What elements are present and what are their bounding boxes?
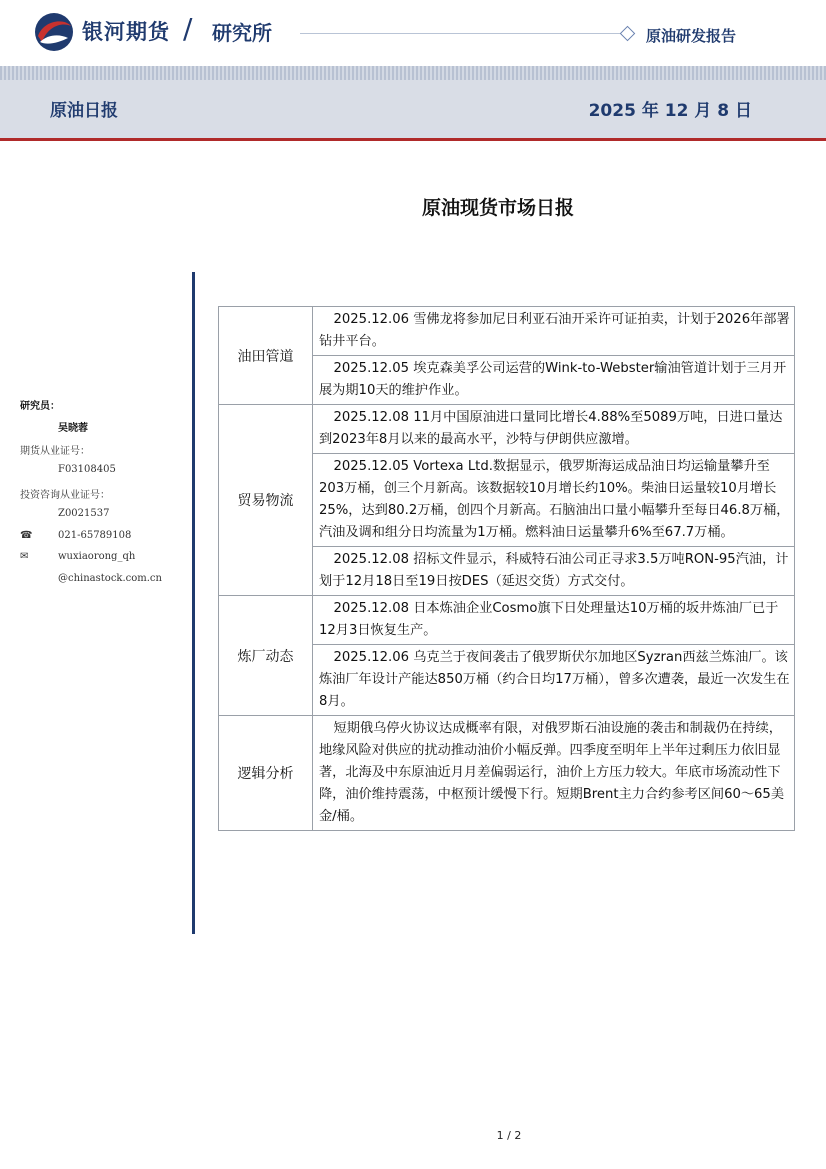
category-cell: 逻辑分析: [219, 716, 313, 831]
brand-separator: /: [183, 12, 193, 45]
news-item: 2025.12.08 11月中国原油进口量同比增长4.88%至5089万吨，日进口量达到2023年8月以来的最高水平，沙特与伊朗供应激增。: [313, 405, 795, 454]
email-line-2: @chinastock.com.cn: [58, 573, 162, 584]
report-type: 原油研发报告: [646, 27, 737, 45]
advisory-cert-label: 投资咨询从业证号：: [20, 490, 110, 501]
category-cell: 油田管道: [219, 307, 313, 405]
researcher-name: 吴晓蓉: [58, 423, 88, 434]
envelope-icon: ✉: [20, 551, 29, 562]
header-stripe: [0, 66, 826, 80]
table-row: [219, 716, 795, 831]
page-header: [0, 0, 826, 66]
news-item: 2025.12.08 日本炼油企业Cosmo旗下日处理量达10万桶的坂井炼油厂已于12月3日恢复生产。: [313, 596, 795, 645]
table-row: [219, 405, 795, 454]
institute-name: 研究所: [212, 21, 272, 45]
analysis-paragraph: 短期俄乌停火协议达成概率有限，对俄罗斯石油设施的袭击和制裁仍在持续，地缘风险对供应的扰动推动油价小幅反弹。四季度至明年上半年过剩压力依旧显著，北海及中东原油近月月差偏弱运行，油价上方压力较大。年底市场流动性下降，油价维持震荡，中枢预计缓慢下行。短期Brent主力合约参考区间60～65美金/桶。: [313, 716, 795, 831]
category-cell: 贸易物流: [219, 405, 313, 596]
email-line-1: wuxiaorong_qh: [58, 551, 136, 562]
diamond-icon: [620, 26, 636, 42]
sidebar-divider: [192, 272, 195, 934]
banner-title: 原油日报: [50, 101, 118, 121]
phone-number: 021-65789108: [58, 530, 132, 541]
news-item: 2025.12.05 Vortexa Ltd.数据显示，俄罗斯海运成品油日均运输量攀升至203万桶，创三个月新高。该数据较10月增长约10%。柴油日运量较10月增长25%，达到80.2万桶，创四个月新高。石脑油出口量小幅攀升至每日46.8万桶，汽油及调和组分日均流量为1万桶。燃料油日运量攀升6%至67.7万桶。: [313, 454, 795, 547]
news-item: 2025.12.06 乌克兰于夜间袭击了俄罗斯伏尔加地区Syzran西兹兰炼油厂。该炼油厂年设计产能达850万桶（约合日均17万桶），曾多次遭袭，最近一次发生在8月。: [313, 645, 795, 716]
category-cell: 炼厂动态: [219, 596, 313, 716]
news-item: 2025.12.06 雪佛龙将参加尼日利亚石油开采许可证拍卖，计划于2026年部署钻井平台。: [313, 307, 795, 356]
table-row: [219, 596, 795, 645]
report-date: 2025 年 12 月 8 日: [588, 101, 752, 121]
futures-cert-number: F03108405: [58, 464, 116, 475]
news-item: 2025.12.05 埃克森美孚公司运营的Wink-to-Webster输油管道计划于三月开展为期10天的维护作业。: [313, 356, 795, 405]
header-rule: [300, 33, 620, 34]
table-row: [219, 307, 795, 356]
futures-cert-label: 期货从业证号：: [20, 446, 90, 457]
advisory-cert-number: Z0021537: [58, 508, 110, 519]
phone-icon: ☎: [20, 530, 33, 541]
galaxy-logo-icon: [34, 12, 74, 52]
document-title: 原油现货市场日报: [421, 197, 574, 219]
page-number: 1 / 2: [496, 1129, 522, 1142]
brand-name: 银河期货: [82, 20, 170, 44]
banner-red-rule: [0, 138, 826, 141]
news-item: 2025.12.08 招标文件显示，科威特石油公司正寻求3.5万吨RON-95汽油，计划于12月18日至19日按DES（延迟交货）方式交付。: [313, 547, 795, 596]
researcher-label: 研究员：: [20, 401, 60, 412]
news-table: [218, 306, 795, 831]
